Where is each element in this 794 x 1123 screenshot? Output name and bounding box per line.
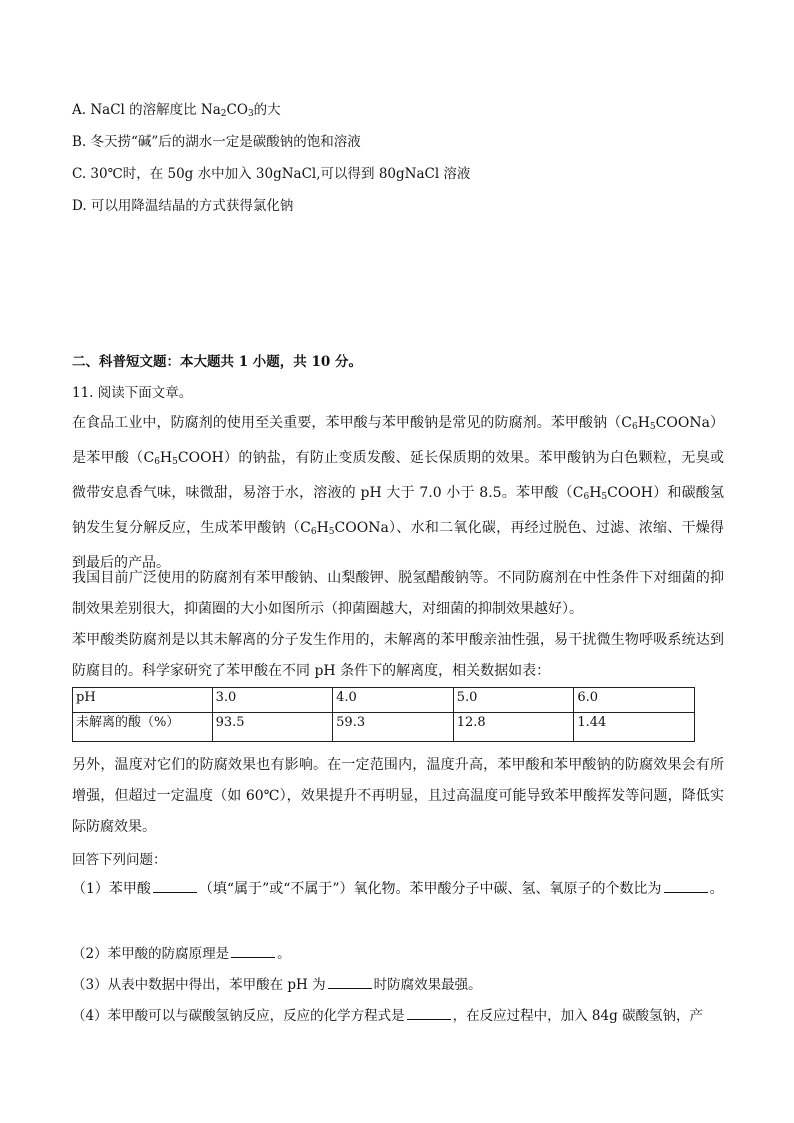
- answer-blank[interactable]: [328, 974, 372, 989]
- option-a-text-1: A. NaCl 的溶解度比 Na: [72, 102, 221, 118]
- question-1: [72, 874, 724, 905]
- p1-seg-9: COONa）、水和二氧化碳，再经过脱色、过滤、浓缩、干燥得到最后的产品。: [72, 520, 724, 571]
- p1-seg-7: COOH）和碳酸氢钠发生复分解反应，生成苯甲酸钠（C: [72, 485, 724, 536]
- q1-text-2: （填“属于”或“不属于”）氧化物。苯甲酸分子中碳、氢、氧原子的个数比为: [198, 881, 662, 897]
- question-2: [72, 943, 291, 964]
- table-cell: 59.3: [333, 713, 454, 742]
- table-cell: 5.0: [453, 688, 574, 713]
- q3-text-1: （3）从表中数据中得出，苯甲酸在 pH 为: [72, 977, 326, 993]
- table-cell: 93.5: [212, 713, 333, 742]
- p1-seg-6: H: [589, 485, 602, 501]
- table-row: [73, 688, 695, 713]
- table-cell: 1.44: [574, 713, 695, 742]
- p1-sub-5: 6: [583, 492, 590, 502]
- option-a-text-3: 的大: [253, 102, 281, 118]
- table-cell: 6.0: [574, 688, 695, 713]
- p1-sub-4: 5: [172, 457, 178, 467]
- option-a-sub-2: 3: [247, 109, 254, 119]
- article-paragraph-4: 另外，温度对它们的防腐效果也有影响。在一定范围内，温度升高，苯甲酸和苯甲酸钠的防腐效果会有所增强，但超过一定温度（如 60℃），效果提升不再明显，且过高温度可能导致苯甲酸挥发等问题，降低实际防腐效果。: [72, 757, 724, 835]
- option-b: B. 冬天捞“碱”后的湖水一定是碳酸钠的饱和溶液: [72, 134, 361, 150]
- option-c: C. 30℃时，在 50g 水中加入 30gNaCl,可以得到 80gNaCl 溶液: [72, 166, 471, 182]
- q1-text-3: 。: [709, 881, 724, 897]
- p1-sub-8: 5: [328, 527, 335, 537]
- p1-sub-1: 6: [631, 422, 638, 432]
- p1-seg-4: H: [159, 450, 173, 466]
- q2-text-1: （2）苯甲酸的防腐原理是: [72, 946, 230, 962]
- article-paragraph-2: 我国目前广泛使用的防腐剂有苯甲酸钠、山梨酸钾、脱氢醋酸钠等。不同防腐剂在中性条件下对细菌的抑制效果差别很大，抑菌圈的大小如图所示（抑菌圈越大，对细菌的抑制效果越好）。: [72, 570, 724, 617]
- q3-text-2: 时防腐效果最强。: [373, 977, 482, 993]
- p1-sub-7: 6: [310, 527, 317, 537]
- option-a-sub-1: 2: [220, 109, 227, 119]
- q2-text-2: 。: [277, 946, 291, 962]
- table-cell: 3.0: [212, 688, 333, 713]
- section-heading: 二、科普短文题：本大题共 1 小题，共 10 分。: [72, 354, 362, 370]
- answer-prompt: 回答下列问题：: [72, 852, 167, 868]
- option-a: [72, 100, 281, 124]
- p1-sub-6: 5: [601, 492, 608, 502]
- article-paragraph-1: [72, 408, 724, 579]
- q4-text-2: ，在反应过程中，加入 84g 碳酸氢钠，产: [452, 1008, 703, 1024]
- question-number: 11. 阅读下面文章。: [72, 385, 193, 401]
- answer-blank[interactable]: [407, 1005, 451, 1020]
- table-cell: pH: [73, 688, 213, 713]
- p1-seg-8: H: [316, 520, 329, 536]
- article-paragraph-3: 苯甲酸类防腐剂是以其未解离的分子发生作用的，未解离的苯甲酸亲油性强，易干扰微生物呼吸系统达到防腐目的。科学家研究了苯甲酸在不同 pH 条件下的解离度，相关数据如表：: [72, 632, 724, 679]
- answer-blank[interactable]: [153, 878, 197, 893]
- option-a-text-2: CO: [226, 102, 248, 118]
- answer-blank[interactable]: [231, 943, 275, 958]
- p1-seg-5: COOH）的钠盐，有防止变质发酸、延长保质期的效果。苯甲酸钠为白色颗粒，无臭或微带安息香气味，味微甜，易溶于水，溶液的 pH 大于 7.0 小于 8.5。苯甲酸（C: [72, 450, 725, 501]
- answer-blank[interactable]: [664, 878, 708, 893]
- option-d: D. 可以用降温结晶的方式获得氯化钠: [72, 198, 294, 214]
- p1-sub-3: 6: [154, 457, 160, 467]
- p1-seg-1: 在食品工业中，防腐剂的使用至关重要，苯甲酸与苯甲酸钠是常见的防腐剂。苯甲酸钠（C: [72, 415, 632, 431]
- table-cell: 4.0: [333, 688, 454, 713]
- table-cell: 未解离的酸（%）: [73, 713, 213, 742]
- question-3: [72, 974, 482, 995]
- table-row: [73, 713, 695, 742]
- q4-text-1: （4）苯甲酸可以与碳酸氢钠反应，反应的化学方程式是: [72, 1008, 405, 1024]
- question-4: [72, 1005, 703, 1026]
- q1-text-1: （1）苯甲酸: [72, 881, 151, 897]
- p1-seg-2: H: [637, 415, 650, 431]
- dissociation-table: [72, 687, 695, 742]
- p1-seg-3: COONa）是苯甲酸（C: [72, 415, 725, 466]
- table-cell: 12.8: [453, 713, 574, 742]
- p1-sub-2: 5: [649, 422, 656, 432]
